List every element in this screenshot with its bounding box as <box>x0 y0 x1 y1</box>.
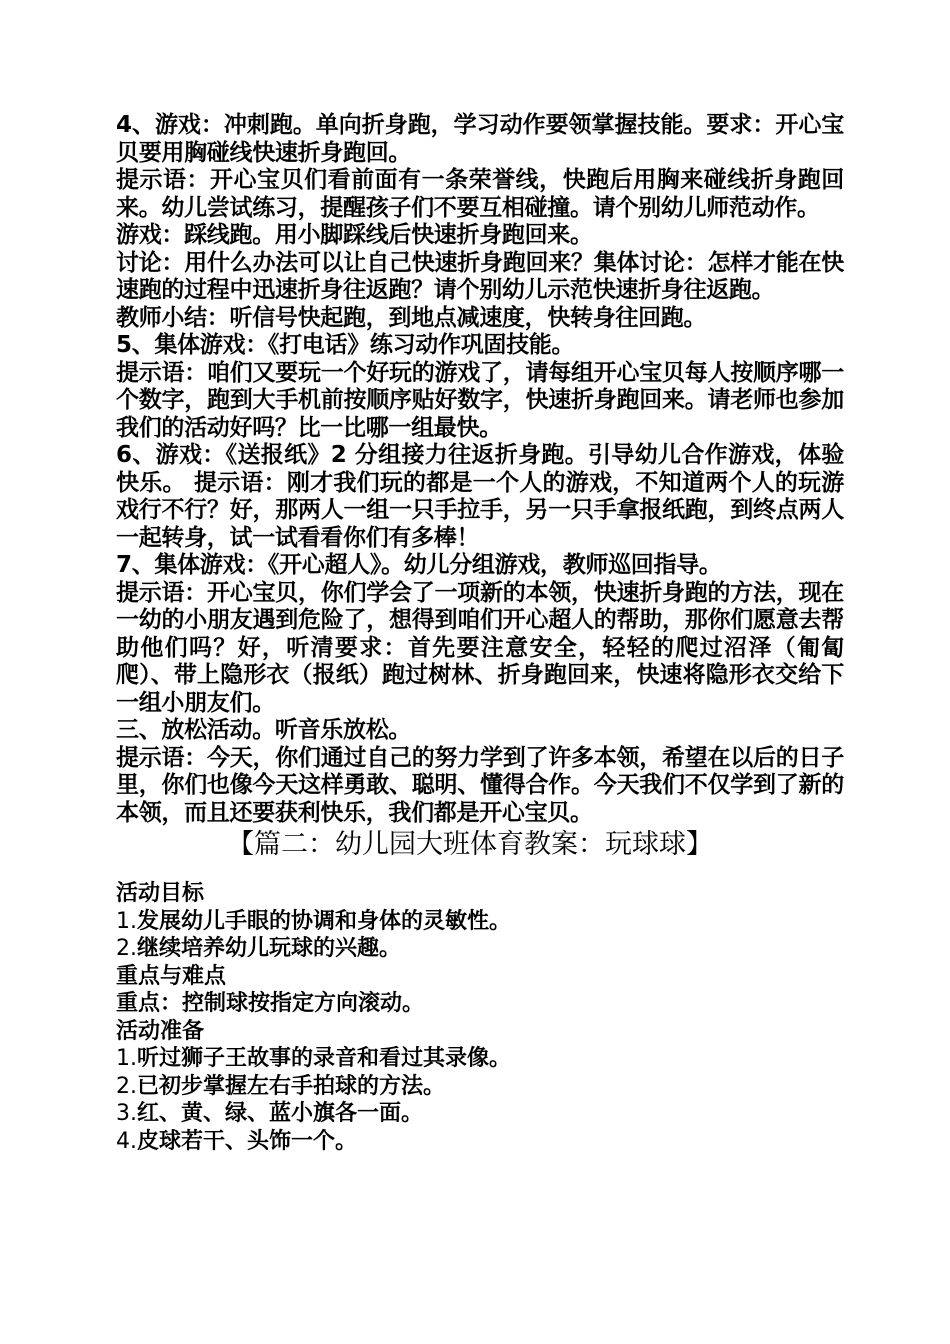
paragraph-game-6: 6、游戏：《送报纸》2 分组接力往返折身跑。引导幼儿合作游戏，体验快乐。 提示语：刚才我们玩的都是一个人的游戏，不知道两个人的玩游戏行不行？好，那两人一组一只手拉手，另一只手拿报纸跑，到终点两人一起转身，试一试看看你们有多棒！ <box>116 442 844 551</box>
key-point-item: 重点：控制球按指定方向滚动。 <box>116 991 425 1016</box>
prep-item-3: 3.红、黄、绿、蓝小旗各一面。 <box>116 1101 424 1126</box>
spacer <box>116 863 844 880</box>
paragraph-game-4-line-game: 游戏：踩线跑。用小脚踩线后快速折身跑回来。 <box>116 222 593 248</box>
paragraph-game-7: 7、集体游戏：《开心超人》。幼儿分组游戏，教师巡回指导。 <box>116 552 722 578</box>
paragraph-game-4: 4、游戏：冲刺跑。单向折身跑，学习动作要领掌握技能。要求：开心宝贝要用胸碰线快速折身跑回。 <box>116 112 844 166</box>
prep-item-1: 1.听过狮子王故事的录音和看过其录像。 <box>116 1046 512 1071</box>
prep-item-4: 4.皮球若干、头饰一个。 <box>116 1128 358 1154</box>
section-title-part-two: 【篇二：幼儿园大班体育教案：玩球球】 <box>227 829 713 860</box>
paragraph-game-4-discussion: 讨论：用什么办法可以让自己快速折身跑回来？集体讨论：怎样才能在快速跑的过程中迅速折身往返跑？请个别幼儿示范快速折身往返跑。 <box>116 249 844 303</box>
paragraph-teacher-summary: 教师小结：听信号快起跑，到地点减速度，快转身往回跑。 <box>116 304 707 331</box>
heading-activity-prep: 活动准备 <box>116 1018 205 1044</box>
goal-item-2: 2.继续培养幼儿玩球的兴趣。 <box>116 936 402 961</box>
heading-key-points: 重点与难点 <box>116 963 227 989</box>
heading-activity-goals: 活动目标 <box>116 881 205 906</box>
paragraph-game-5: 5、集体游戏：《打电话》练习动作巩固技能。 <box>116 332 575 358</box>
paragraph-game-4-hint: 提示语：开心宝贝们看前面有一条荣誉线，快跑后用胸来碰线折身跑回来。幼儿尝试练习，提醒孩子们不要互相碰撞。请个别幼儿师范动作。 <box>116 167 844 221</box>
document-page <box>116 112 844 1155</box>
paragraph-game-7-hint: 提示语：开心宝贝，你们学会了一项新的本领，快速折身跑的方法，现在一幼的小朋友遇到危险了，想得到咱们开心超人的帮助，那你们愿意去帮助他们吗？好，听清要求：首先要注意安全，轻轻的爬过沼泽（匍匐爬）、带上隐形衣（报纸）跑过树林、折身跑回来，快速将隐形衣交给下一组小朋友们。 <box>116 579 844 716</box>
goal-item-1: 1.发展幼儿手眼的协调和身体的灵敏性。 <box>116 908 512 934</box>
paragraph-relax-activity: 三、放松活动。听音乐放松。 <box>116 717 412 743</box>
paragraph-game-5-hint: 提示语：咱们又要玩一个好玩的游戏了，请每组开心宝贝每人按顺序哪一个数字，跑到大手机前按顺序贴好数字，快速折身跑回来。请老师也参加我们的活动好吗？比一比哪一组最快。 <box>116 359 844 441</box>
paragraph-relax-hint: 提示语：今天，你们通过自己的努力学到了许多本领，希望在以后的日子里，你们也像今天这样勇敢、聪明、懂得合作。今天我们不仅学到了新的本领，而且还要获利快乐，我们都是开心宝贝。 <box>116 744 844 826</box>
prep-item-2: 2.已初步掌握左右手拍球的方法。 <box>116 1073 446 1099</box>
